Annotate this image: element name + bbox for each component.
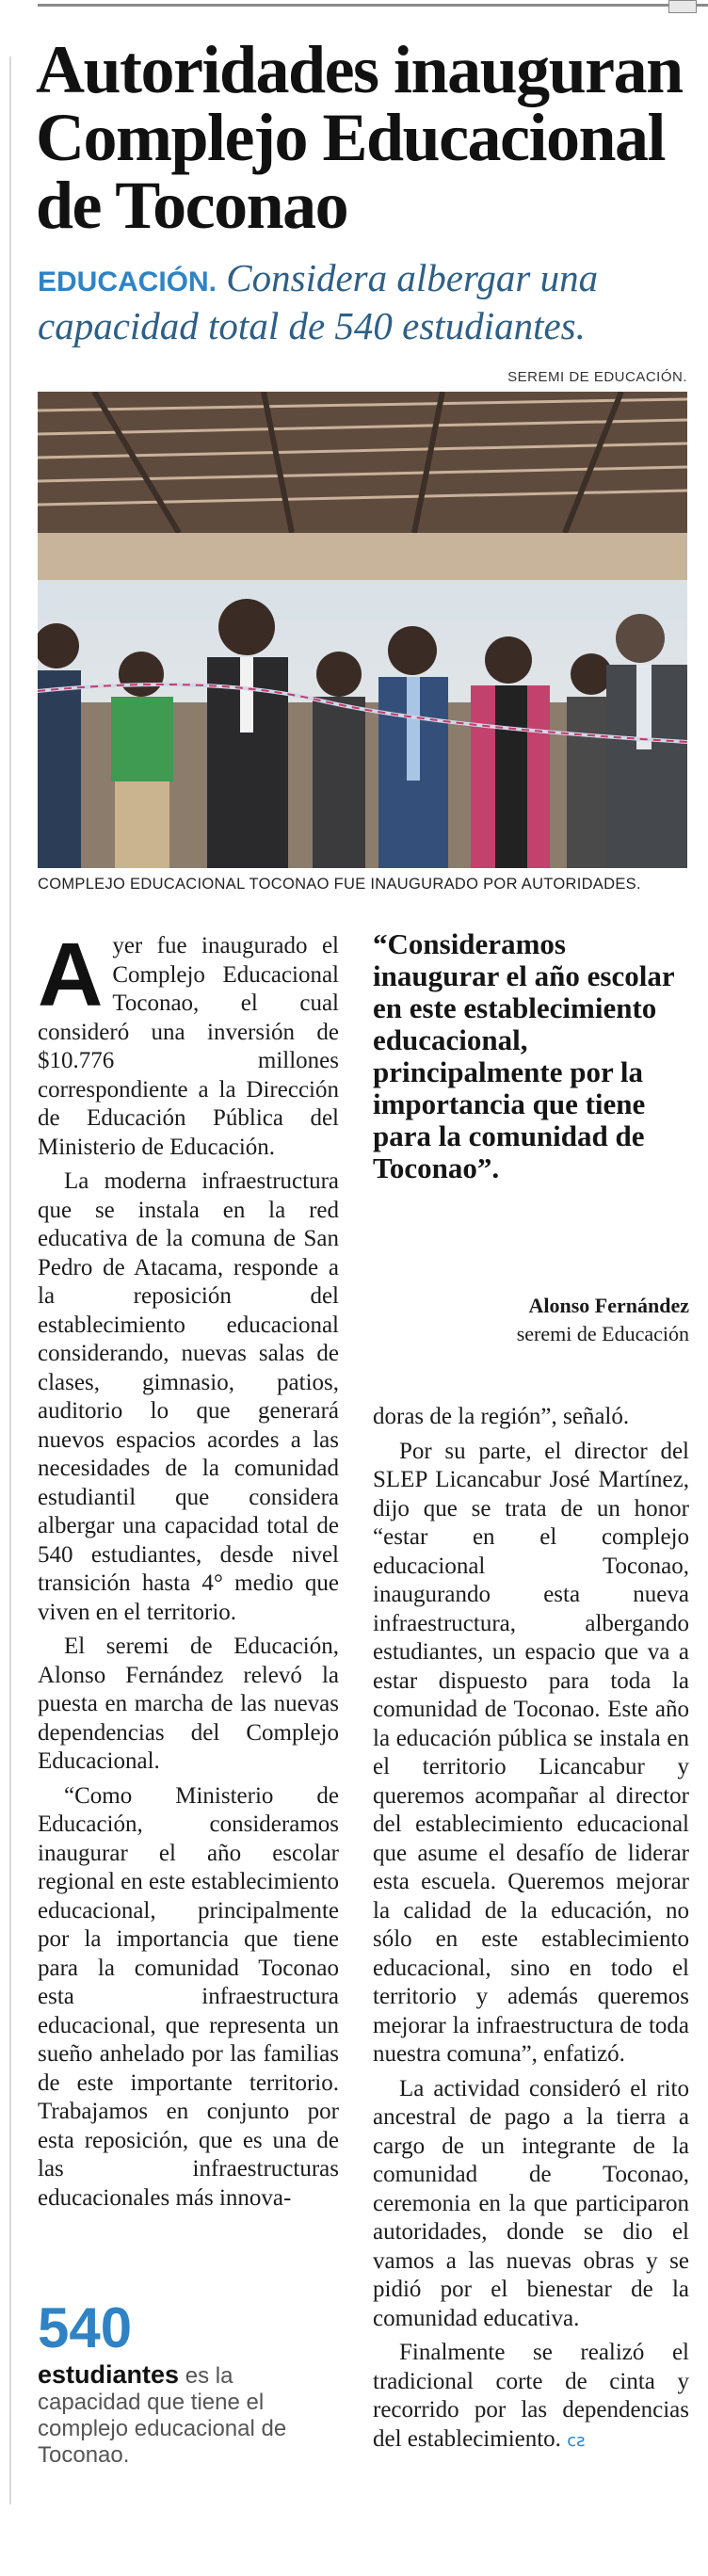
body-paragraph-last-text: Finalmente se realizó el tradicional corte de cinta y recorrido por las dependencias del establecimiento. (373, 2340, 689, 2452)
body-paragraph: El seremi de Educación, Alonso Fernández relevó la puesta en marcha de las nuevas dependencias del Complejo Educacional. (38, 1634, 339, 1774)
top-rule-cap (668, 0, 697, 13)
ribbon-cutting-photo (38, 392, 687, 868)
headline-line-2: Complejo Educacional (36, 100, 666, 175)
body-paragraph: La moderna infraestructura que se instala en la red educativa de la comuna de San Pedro de Atacama, responde a la reposición del establecimiento educacional considerando, nuevas salas de clases, gimnasio, patios, auditorio lo que generará nuevos espacios acordes a las necesidades de la comunidad estudiantil que considera albergar una capacidad total de 540 estudiantes, desde nivel transición hasta 4° medio que viven en el territorio. (38, 1168, 339, 1625)
headline (36, 32, 685, 243)
top-rule (0, 0, 708, 11)
pull-quote-role: seremi de Educación (516, 1322, 689, 1345)
body-column-right (373, 1403, 689, 2461)
stat-description (38, 2361, 339, 2469)
pull-quote-author: Alonso Fernández (528, 1294, 689, 1317)
pull-quote (373, 927, 689, 1345)
body-paragraph: yer fue inaugurado el Complejo Educacional Toconao, el cual consideró una inversión de $10.776 millones correspondiente a la Dirección de Educación Pública del Ministerio de Educación. (38, 933, 339, 1160)
body-paragraph: “Como Ministerio de Educación, consideramos inaugurar el año escolar regional en este establecimiento educacional, principalmente por la importancia que tiene para la comunidad Toconao esta infraestructura educacional, que representa un sueño anhelado por las familias de este importante territorio. Trabajamos en conjunto por esta reposición, que es una de las infraestructuras educacionales más innova- (38, 1782, 340, 2211)
subheadline (38, 256, 687, 347)
stat-number: 540 (38, 2296, 133, 2359)
photo-credit: SEREMI DE EDUCACIÓN. (507, 369, 687, 385)
end-mark-icon: ᴄƨ (567, 2430, 586, 2451)
pull-quote-text: “Consideramos inaugurar el año escolar en este establecimiento educacional, principalmente por la importancia que tiene para la comunidad de Toconao”. (373, 927, 675, 1184)
photo-caption: COMPLEJO EDUCACIONAL TOCONAO FUE INAUGURADO POR AUTORIDADES. (38, 876, 641, 893)
drop-cap: A (38, 925, 104, 1025)
body-paragraph: doras de la región”, señaló. (373, 1404, 630, 1429)
stat-box (38, 2296, 339, 2469)
headline-line-1: Autoridades inauguran (36, 32, 683, 107)
body-paragraph-last (373, 2339, 689, 2455)
section-kicker: EDUCACIÓN. (38, 266, 217, 298)
ribbon-cutting-illustration (38, 392, 687, 868)
body-paragraph: Por su parte, el director del SLEP Licancabur José Martínez, dijo que se trata de un honor “estar en el complejo educacional Toconao, inaugurando esta nueva infraestructura, albergando estudiantes, un espacio que va a estar dispuesto para toda la comunidad de Toconao. Este año la educación pública se instala en el territorio Licancabur y queremos acompañar al director del establecimiento educacional que asume el desafío de liderar esta escuela. Queremos mejorar la calidad de la educación, no sólo en este establecimiento educacional, sino en todo el territorio y además queremos mejorar la infraestructura de toda nuestra comuna”, enfatizó. (373, 1438, 689, 2067)
stat-label: estudiantes (38, 2360, 180, 2389)
body-column-left (38, 925, 340, 2218)
subheadline-text: Considera albergar una capacidad total de 540 estudiantes. (38, 256, 599, 347)
left-column-rule (9, 56, 11, 2504)
stat-description-text: es la capacidad que tiene el complejo educacional de Toconao. (38, 2363, 287, 2468)
body-paragraph: La actividad consideró el rito ancestral de pago a la tierra a cargo de un integrante de la comunidad de Toconao, ceremonia en la que participaron autoridades, donde se dio el vamos a las nuevas obras y se pidió por el bienestar de la comunidad educativa. (373, 2075, 689, 2331)
headline-line-3: de Toconao (36, 168, 348, 243)
top-rule-bar (38, 4, 708, 7)
